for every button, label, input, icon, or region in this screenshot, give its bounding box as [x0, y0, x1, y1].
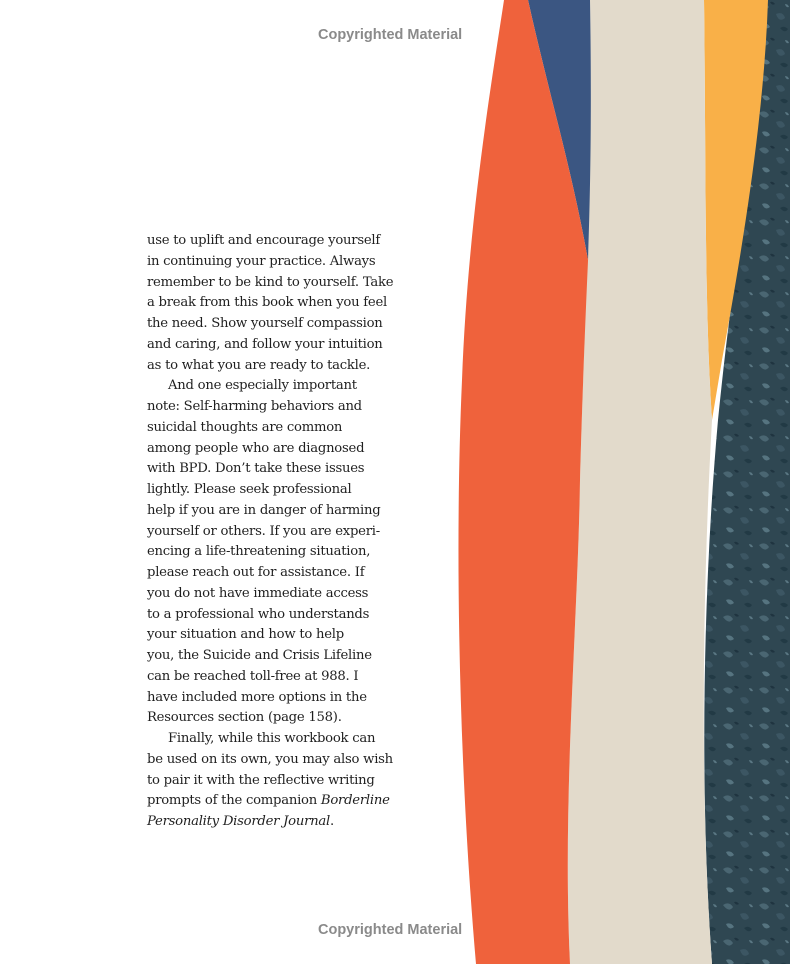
text-line: to pair it with the reflective writing	[147, 772, 375, 788]
text-line: you, the Suicide and Crisis Lifeline	[147, 648, 372, 663]
text-line: and caring, and follow your intuition	[147, 336, 383, 352]
text-line: your situation and how to help	[147, 627, 344, 643]
text-line: be used on its own, you may also wish	[147, 751, 393, 767]
text-line: suicidal thoughts are common	[147, 419, 343, 435]
text-line: Finally, while this workbook can	[168, 731, 376, 746]
book-title-italic: Personality Disorder Journal	[147, 814, 330, 829]
text-line: And one especially important	[168, 378, 357, 394]
text-fragment: .	[329, 814, 334, 829]
text-line: have included more options in the	[147, 689, 367, 705]
text-line: to a professional who understands	[147, 606, 370, 622]
text-line: help if you are in danger of harming	[147, 502, 381, 518]
text-line: a break from this book when you feel	[147, 295, 387, 311]
text-line: the need. Show yourself compassion	[147, 316, 383, 331]
text-line: lightly. Please seek professional	[147, 482, 352, 497]
text-line: yourself or others. If you are experi-	[147, 523, 380, 539]
text-line	[147, 791, 417, 812]
copyright-footer: Copyrighted Material	[318, 922, 463, 938]
text-line: as to what you are ready to tackle.	[147, 357, 371, 373]
text-line: can be reached toll-free at 988. I	[147, 668, 359, 684]
body-text	[147, 231, 417, 833]
copyright-header: Copyrighted Material	[318, 27, 463, 43]
text-line: you do not have immediate access	[147, 585, 369, 601]
text-line: remember to be kind to yourself. Take	[147, 274, 394, 290]
text-line: encing a life-threatening situation,	[147, 544, 371, 560]
text-line: in continuing your practice. Always	[147, 253, 376, 269]
book-title-italic: Borderline	[320, 793, 390, 809]
text-line	[147, 812, 417, 833]
text-line: with BPD. Don’t take these issues	[147, 461, 365, 477]
text-line: note: Self-harming behaviors and	[147, 399, 362, 414]
text-line: use to uplift and encourage yourself	[147, 233, 380, 248]
text-line: please reach out for assistance. If	[147, 565, 365, 580]
text-fragment: prompts of the companion	[147, 793, 321, 809]
text-line: Resources section (page 158).	[147, 710, 342, 726]
text-line: among people who are diagnosed	[147, 440, 365, 456]
